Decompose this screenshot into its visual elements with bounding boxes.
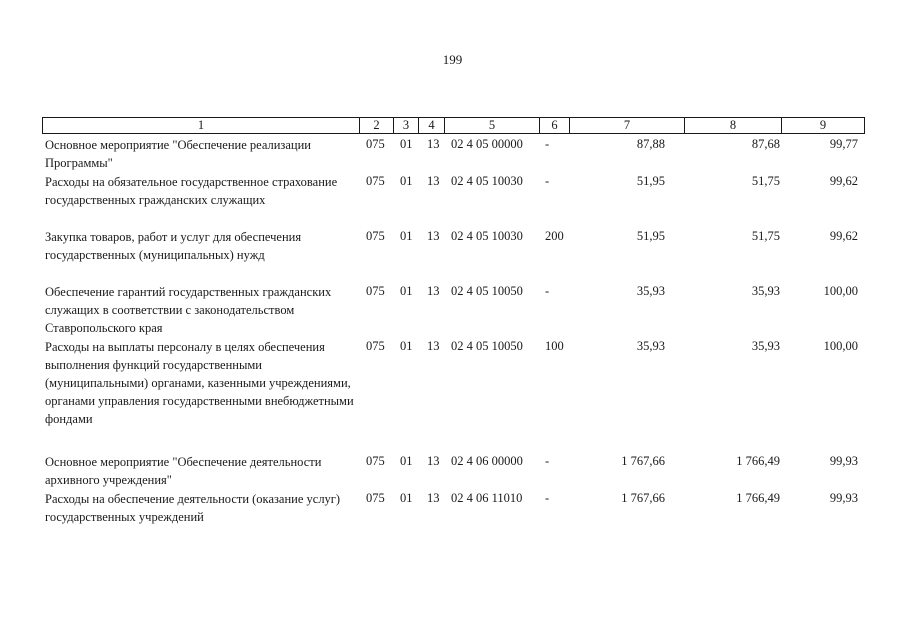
row-col-8: 51,75: [751, 174, 780, 188]
header-cell: 7: [570, 118, 685, 133]
row-col-4: 13: [427, 174, 440, 188]
row-col-9: 99,93: [829, 454, 858, 468]
row-col-5: 02 4 06 11010: [451, 491, 523, 505]
row-description: Расходы на обеспечение деятельности (оказание услуг) государственных учреждений: [45, 492, 341, 524]
row-col-3: 01: [400, 229, 413, 243]
row-col-5: 02 4 05 10050: [451, 339, 523, 353]
row-col-6: -: [545, 454, 550, 468]
row-col-5: 02 4 05 10030: [451, 174, 523, 188]
row-col-2: 075: [366, 339, 385, 353]
row-col-5: 02 4 05 10050: [451, 284, 523, 298]
row-col-4: 13: [427, 454, 440, 468]
row-col-9: 99,62: [829, 229, 858, 243]
row-col-9: 100,00: [823, 284, 858, 298]
row-col-6: -: [545, 284, 550, 298]
header-cell: 5: [445, 118, 540, 133]
row-col-3: 01: [400, 454, 413, 468]
row-col-8: 35,93: [751, 284, 780, 298]
header-cell: 2: [360, 118, 394, 133]
row-col-4: 13: [427, 137, 440, 151]
row-col-5: 02 4 05 10030: [451, 229, 523, 243]
row-col-8: 1 766,49: [736, 454, 780, 468]
header-cell: 4: [419, 118, 445, 133]
row-col-3: 01: [400, 137, 413, 151]
row-col-7: 35,93: [636, 284, 665, 298]
row-description: Основное мероприятие "Обеспечение реализации Программы": [45, 138, 311, 170]
row-description: Расходы на обязательное государственное страхование государственных гражданских служащих: [45, 175, 338, 207]
table-header: [42, 117, 865, 134]
row-description: Закупка товаров, работ и услуг для обеспечения государственных (муниципальных) нужд: [45, 230, 302, 262]
row-description: Основное мероприятие "Обеспечение деятельности архивного учреждения": [45, 455, 322, 487]
row-col-4: 13: [427, 284, 440, 298]
header-cell: 6: [540, 118, 570, 133]
header-cell: 3: [394, 118, 419, 133]
row-col-7: 51,95: [636, 229, 665, 243]
header-cell: 1: [43, 118, 360, 133]
row-col-6: -: [545, 137, 550, 151]
row-col-6: -: [545, 491, 550, 505]
row-col-2: 075: [366, 491, 385, 505]
row-col-5: 02 4 05 00000: [451, 137, 523, 151]
row-col-3: 01: [400, 491, 413, 505]
row-col-4: 13: [427, 339, 440, 353]
row-col-8: 1 766,49: [736, 491, 780, 505]
row-col-7: 35,93: [636, 339, 665, 353]
row-col-4: 13: [427, 491, 440, 505]
page-number: 199: [442, 52, 463, 67]
row-col-2: 075: [366, 284, 385, 298]
row-col-6: -: [545, 174, 550, 188]
header-cell: 8: [685, 118, 782, 133]
row-description: Обеспечение гарантий государственных гражданских служащих в соответствии с законодательством Ставропольского края: [45, 285, 332, 335]
row-col-2: 075: [366, 454, 385, 468]
row-col-8: 51,75: [751, 229, 780, 243]
header-cell: 9: [819, 118, 827, 132]
row-col-3: 01: [400, 174, 413, 188]
row-col-6: 100: [545, 339, 564, 353]
row-col-9: 99,77: [829, 137, 858, 151]
row-col-9: 99,93: [829, 491, 858, 505]
row-col-9: 100,00: [823, 339, 858, 353]
row-col-7: 1 767,66: [621, 454, 665, 468]
row-col-6: 200: [545, 229, 564, 243]
row-col-8: 35,93: [751, 339, 780, 353]
row-col-7: 1 767,66: [621, 491, 665, 505]
row-col-3: 01: [400, 284, 413, 298]
row-col-2: 075: [366, 229, 385, 243]
row-col-2: 075: [366, 174, 385, 188]
row-col-5: 02 4 06 00000: [451, 454, 523, 468]
row-col-3: 01: [400, 339, 413, 353]
row-col-9: 99,62: [829, 174, 858, 188]
row-col-7: 87,88: [636, 137, 665, 151]
row-description: Расходы на выплаты персоналу в целях обеспечения выполнения функций государственными (муниципальными) органами, казенными учреждениями, органами управления государственными внебюджетными фондами: [45, 340, 354, 426]
row-col-4: 13: [427, 229, 440, 243]
row-col-8: 87,68: [751, 137, 780, 151]
row-col-7: 51,95: [636, 174, 665, 188]
row-col-2: 075: [366, 137, 385, 151]
